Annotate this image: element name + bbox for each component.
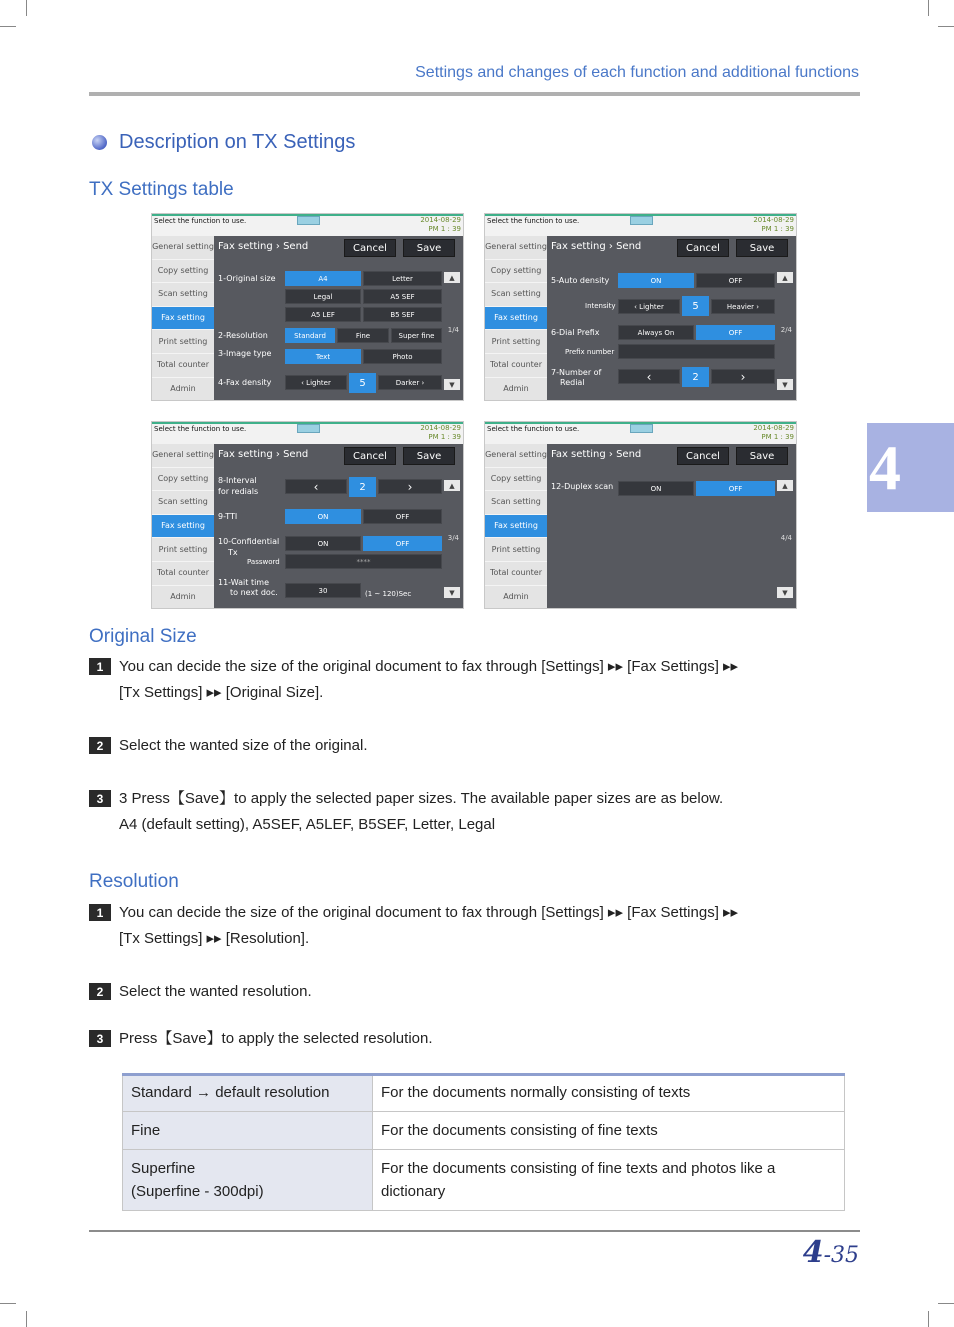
step-number: 3 (89, 1030, 111, 1047)
sidebar-item[interactable]: Total counter (152, 354, 214, 378)
sidebar-item[interactable]: Print setting (485, 330, 547, 354)
sidebar-item[interactable]: Admin (152, 378, 214, 401)
option-superfine[interactable]: Super fine (391, 328, 442, 343)
label: 1-Original size (218, 274, 276, 283)
prev-button[interactable]: ‹ (618, 369, 680, 384)
option-off[interactable]: OFF (696, 273, 775, 288)
label: to next doc. (230, 588, 278, 597)
sidebar-item[interactable]: Print setting (152, 330, 214, 354)
screen-title: Fax setting › Send (551, 241, 642, 252)
step-number: 1 (89, 658, 111, 675)
option-letter[interactable]: Letter (363, 271, 442, 286)
option-on[interactable]: ON (285, 536, 361, 551)
save-button[interactable]: Save (403, 239, 455, 257)
step-number: 1 (89, 904, 111, 921)
screen-3 (151, 421, 464, 609)
option-off[interactable]: OFF (363, 509, 442, 524)
sidebar-item[interactable]: Copy setting (152, 468, 214, 492)
sidebar (152, 236, 214, 401)
label: 11-Wait time (218, 578, 270, 587)
cancel-button[interactable]: Cancel (344, 239, 396, 257)
sidebar-item[interactable]: Admin (485, 586, 547, 609)
table-cell: Superfine (Superfine - 300dpi) (123, 1150, 373, 1211)
datetime: 2014-08-29 PM 1 : 39 (753, 216, 794, 233)
cancel-button[interactable]: Cancel (344, 447, 396, 465)
page-indicator: 4/4 (780, 534, 792, 542)
sidebar-item[interactable]: Scan setting (485, 491, 547, 515)
intensity-value: 5 (682, 296, 709, 316)
prompt-text: Select the function to use. (487, 425, 580, 433)
label: Redial (560, 378, 585, 387)
original-step-3: 3 3 Press【Save】to apply the selected paper sizes. The available paper sizes are as below. A4 (default setting), A5SEF, A5LEF, B5SEF, Letter, Legal (89, 786, 723, 838)
scroll-up-icon[interactable]: ▲ (777, 480, 793, 491)
sidebar-item[interactable]: Scan setting (152, 283, 214, 307)
next-button[interactable]: › (378, 479, 442, 494)
option-off[interactable]: OFF (363, 536, 442, 551)
sidebar-item[interactable]: Fax setting (152, 307, 214, 331)
datetime: 2014-08-29 PM 1 : 39 (753, 424, 794, 441)
heavier-button[interactable]: Heavier › (711, 299, 775, 314)
density-value: 5 (349, 373, 376, 393)
footer-rule (89, 1230, 860, 1232)
label: Intensity (585, 302, 616, 310)
prompt-text: Select the function to use. (487, 217, 580, 225)
sidebar-item[interactable]: General setting (485, 236, 547, 260)
option-a4[interactable]: A4 (285, 271, 361, 286)
label: 2-Resolution (218, 331, 268, 340)
wait-time-input[interactable]: 30 (285, 583, 361, 598)
password-field[interactable]: **** (285, 554, 442, 569)
sidebar-item[interactable]: Copy setting (152, 260, 214, 284)
lighter-button[interactable]: ‹ Lighter (618, 299, 680, 314)
original-step-2: 2 Select the wanted size of the original. (89, 733, 367, 759)
page-indicator: 3/4 (447, 534, 459, 542)
save-button[interactable]: Save (403, 447, 455, 465)
page-indicator: 1/4 (447, 326, 459, 334)
sidebar-item[interactable]: Print setting (485, 538, 547, 562)
label: 7-Number of (551, 368, 602, 377)
table-row (123, 1150, 845, 1211)
sidebar-item[interactable]: Scan setting (152, 491, 214, 515)
prev-button[interactable]: ‹ (285, 479, 347, 494)
sidebar-item[interactable]: General setting (152, 236, 214, 260)
tx-table-heading: TX Settings table (89, 179, 234, 200)
label: 3-Image type (218, 349, 272, 358)
label: 8-Interval (218, 476, 257, 485)
save-button[interactable]: Save (736, 447, 788, 465)
sidebar-item[interactable]: Fax setting (485, 307, 547, 331)
darker-button[interactable]: Darker › (378, 375, 442, 390)
label: Prefix number (565, 348, 615, 356)
table-cell: Fine (123, 1112, 373, 1150)
step-number: 3 (89, 790, 111, 807)
resolution-step-1: 1 You can decide the size of the original document to fax through [Settings] ▸▸ [Fax Settings] ▸▸ [Tx Settings] ▸▸ [Resolution]. (89, 900, 738, 952)
option-standard[interactable]: Standard (285, 328, 335, 343)
original-step-1: 1 You can decide the size of the original document to fax through [Settings] ▸▸ [Fax Settings] ▸▸ [Tx Settings] ▸▸ [Original Size]. (89, 654, 738, 706)
cancel-button[interactable]: Cancel (677, 239, 729, 257)
option-a5lef[interactable]: A5 LEF (285, 307, 361, 322)
label: for redials (218, 487, 259, 496)
label: 9-TTI (218, 512, 238, 521)
table-row (123, 1112, 845, 1150)
sidebar-item[interactable]: Total counter (485, 354, 547, 378)
sidebar (152, 444, 214, 609)
table-cell: Standard → default resolution (123, 1074, 373, 1112)
prompt-text: Select the function to use. (154, 425, 247, 433)
option-legal[interactable]: Legal (285, 289, 361, 304)
sidebar-item[interactable]: Print setting (152, 538, 214, 562)
section-title (92, 131, 355, 154)
scroll-down-icon[interactable]: ▼ (444, 379, 460, 390)
scroll-up-icon[interactable]: ▲ (444, 480, 460, 491)
page-indicator: 2/4 (780, 326, 792, 334)
sidebar-item[interactable]: Copy setting (485, 468, 547, 492)
table-cell: For the documents consisting of fine texts and photos like a dictionary (373, 1150, 845, 1211)
table-cell: For the documents normally consisting of texts (373, 1074, 845, 1112)
sidebar-item[interactable]: Admin (152, 586, 214, 609)
option-a5sef[interactable]: A5 SEF (363, 289, 442, 304)
screen-1 (151, 213, 464, 401)
label: 6-Dial Prefix (551, 328, 600, 337)
option-b5sef[interactable]: B5 SEF (363, 307, 442, 322)
prefix-number-input[interactable] (618, 344, 775, 359)
screen-title: Fax setting › Send (218, 241, 309, 252)
cancel-button[interactable]: Cancel (677, 447, 729, 465)
minimize-button[interactable] (297, 216, 320, 225)
screen-title: Fax setting › Send (551, 449, 642, 460)
datetime: 2014-08-29 PM 1 : 39 (420, 424, 461, 441)
sidebar (485, 236, 547, 401)
option-text[interactable]: Text (285, 349, 361, 364)
option-off[interactable]: OFF (696, 481, 775, 496)
range-label: (1 ~ 120)Sec (365, 590, 412, 598)
label: 10-Confidential (218, 537, 280, 546)
label: Tx (228, 548, 238, 557)
sidebar-item[interactable]: General setting (485, 444, 547, 468)
resolution-table (122, 1073, 845, 1211)
sidebar (485, 444, 547, 609)
running-header: Settings and changes of each function and additional functions (415, 64, 859, 81)
sidebar-item[interactable]: Fax setting (152, 515, 214, 539)
page-number: 4-35 (802, 1235, 859, 1270)
save-button[interactable]: Save (736, 239, 788, 257)
sidebar-item[interactable]: General setting (152, 444, 214, 468)
sidebar-item[interactable]: Total counter (485, 562, 547, 586)
sidebar-item[interactable]: Admin (485, 378, 547, 401)
sidebar-item[interactable]: Scan setting (485, 283, 547, 307)
bullet-icon (92, 135, 107, 150)
table-top-rule (122, 1073, 845, 1076)
resolution-step-3: 3 Press【Save】to apply the selected resolution. (89, 1026, 433, 1052)
step-number: 2 (89, 983, 111, 1000)
table-cell: For the documents consisting of fine texts (373, 1112, 845, 1150)
sidebar-item[interactable]: Total counter (152, 562, 214, 586)
option-fine[interactable]: Fine (337, 328, 389, 343)
prompt-text: Select the function to use. (154, 217, 247, 225)
label: 4-Fax density (218, 378, 272, 387)
header-rule (89, 92, 860, 96)
datetime: 2014-08-29 PM 1 : 39 (420, 216, 461, 233)
option-on[interactable]: ON (285, 509, 361, 524)
scroll-up-icon[interactable]: ▲ (777, 272, 793, 283)
lighter-button[interactable]: ‹ Lighter (285, 375, 347, 390)
scroll-up-icon[interactable]: ▲ (444, 272, 460, 283)
option-always-on[interactable]: Always On (618, 325, 694, 340)
sidebar-item[interactable]: Copy setting (485, 260, 547, 284)
scroll-down-icon[interactable]: ▼ (777, 379, 793, 390)
option-off[interactable]: OFF (696, 325, 775, 340)
interval-value: 2 (349, 477, 376, 497)
step-number: 2 (89, 737, 111, 754)
resolution-step-2: 2 Select the wanted resolution. (89, 979, 312, 1005)
sidebar-item[interactable]: Fax setting (485, 515, 547, 539)
chapter-tab: 4 (867, 423, 954, 512)
redial-value: 2 (682, 367, 709, 387)
minimize-button[interactable] (297, 424, 320, 433)
screen-title: Fax setting › Send (218, 449, 309, 460)
label: Password (247, 558, 280, 566)
screen-4 (484, 421, 797, 609)
section-title-text: Description on TX Settings (119, 131, 356, 153)
label: 12-Duplex scan (551, 482, 614, 491)
option-on[interactable]: ON (618, 273, 694, 288)
resolution-heading: Resolution (89, 871, 179, 892)
scroll-down-icon[interactable]: ▼ (444, 587, 460, 598)
minimize-button[interactable] (630, 424, 653, 433)
minimize-button[interactable] (630, 216, 653, 225)
original-size-heading: Original Size (89, 626, 197, 647)
scroll-down-icon[interactable]: ▼ (777, 587, 793, 598)
option-on[interactable]: ON (618, 481, 694, 496)
option-photo[interactable]: Photo (363, 349, 442, 364)
table-row (123, 1074, 845, 1112)
label: 5-Auto density (551, 276, 610, 285)
next-button[interactable]: › (711, 369, 775, 384)
screen-2 (484, 213, 797, 401)
